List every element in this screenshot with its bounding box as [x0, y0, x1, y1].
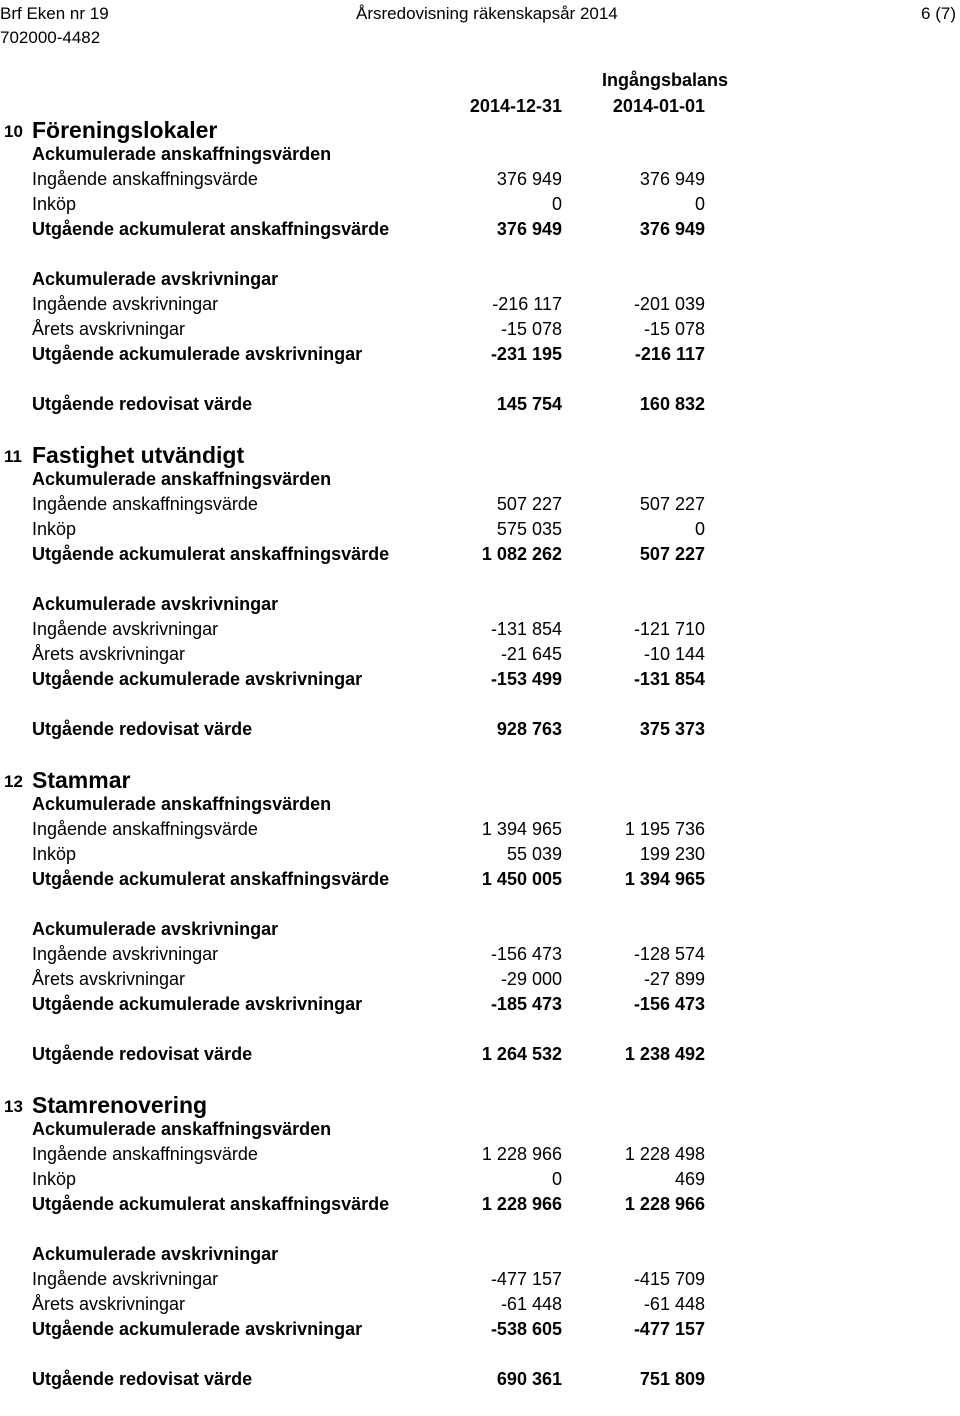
table-row [0, 592, 960, 617]
value-2014-12-31: 1 394 965 [481, 819, 562, 839]
row-label: Ingående avskrivningar [32, 619, 219, 639]
note-section [0, 116, 960, 441]
row-label: Ackumulerade avskrivningar [32, 269, 279, 289]
column-header-ingangsbalans: Ingångsbalans [601, 70, 728, 90]
value-2014-12-31: -156 473 [490, 944, 562, 964]
value-2014-01-01: 1 228 498 [624, 1144, 705, 1164]
value-2014-12-31: 928 763 [496, 719, 562, 739]
value-2014-12-31: 376 949 [496, 219, 562, 239]
value-2014-12-31: -153 499 [490, 669, 562, 689]
table-row [0, 1217, 960, 1242]
note-title: Stammar [32, 767, 131, 793]
row-label: Ingående anskaffningsvärde [32, 1144, 258, 1164]
note-number: 10 [4, 122, 23, 141]
table-row [0, 167, 960, 192]
row-label: Inköp [32, 844, 77, 864]
table-row [0, 1167, 960, 1192]
note-number: 12 [4, 772, 23, 791]
report-title: Årsredovisning räkenskapsår 2014 [356, 4, 618, 23]
note-section [0, 766, 960, 1091]
row-label: Utgående ackumulerade avskrivningar [32, 1319, 363, 1339]
value-2014-12-31: -216 117 [492, 294, 562, 314]
table-row [0, 317, 960, 342]
table-row [0, 192, 960, 217]
value-2014-01-01: 507 227 [639, 544, 705, 564]
row-label: Ingående anskaffningsvärde [32, 169, 258, 189]
value-2014-12-31: 507 227 [496, 494, 562, 514]
note-number: 13 [4, 1097, 23, 1116]
table-row [0, 842, 960, 867]
row-label: Ackumulerade avskrivningar [32, 1244, 279, 1264]
note-section [0, 1091, 960, 1416]
row-label: Utgående redovisat värde [32, 719, 253, 739]
table-row [0, 942, 960, 967]
row-label: Utgående ackumulerat anskaffningsvärde [32, 1194, 390, 1214]
value-2014-12-31: 376 949 [496, 169, 562, 189]
row-label: Årets avskrivningar [32, 1294, 186, 1314]
table-row [0, 1242, 960, 1267]
note-section [0, 441, 960, 766]
value-2014-01-01: -61 448 [643, 1294, 705, 1314]
table-row [0, 1142, 960, 1167]
value-2014-01-01: 1 228 966 [624, 1194, 705, 1214]
row-label: Utgående ackumulerade avskrivningar [32, 994, 363, 1014]
value-2014-01-01: -15 078 [643, 319, 705, 339]
table-row [0, 342, 960, 367]
row-label: Utgående ackumulerade avskrivningar [32, 344, 363, 364]
value-2014-12-31: 145 754 [496, 394, 562, 414]
value-2014-12-31: 690 361 [496, 1369, 562, 1389]
note-number: 11 [4, 447, 22, 466]
table-row [0, 817, 960, 842]
row-label: Ackumulerade avskrivningar [32, 919, 279, 939]
table-row [0, 542, 960, 567]
value-2014-12-31: -29 000 [500, 969, 562, 989]
value-2014-12-31: 1 082 262 [481, 544, 562, 564]
value-2014-01-01: 199 230 [639, 844, 705, 864]
value-2014-01-01: 469 [674, 1169, 705, 1189]
row-label: Ackumulerade anskaffningsvärden [32, 469, 332, 489]
note-title: Föreningslokaler [32, 117, 218, 143]
row-label: Ackumulerade anskaffningsvärden [32, 1119, 332, 1139]
value-2014-12-31: 1 264 532 [481, 1044, 562, 1064]
notes-section [0, 116, 960, 1416]
value-2014-12-31: -538 605 [490, 1319, 562, 1339]
table-row [0, 692, 960, 717]
value-2014-01-01: 751 809 [639, 1369, 705, 1389]
value-2014-01-01: -477 157 [633, 1319, 705, 1339]
row-label: Utgående redovisat värde [32, 1044, 253, 1064]
row-label: Ingående anskaffningsvärde [32, 819, 258, 839]
value-2014-12-31: -185 473 [490, 994, 562, 1014]
column-header-2014-01-01: 2014-01-01 [612, 96, 705, 116]
value-2014-12-31: -477 157 [490, 1269, 562, 1289]
note-title: Stamrenovering [32, 1092, 208, 1118]
table-row [0, 367, 960, 392]
value-2014-01-01: 0 [694, 519, 705, 539]
table-row [0, 1317, 960, 1342]
value-2014-12-31: 55 039 [506, 844, 562, 864]
value-2014-12-31: -21 645 [500, 644, 562, 664]
table-row [0, 217, 960, 242]
table-row [0, 1117, 960, 1142]
value-2014-01-01: -10 144 [643, 644, 705, 664]
value-2014-01-01: -27 899 [643, 969, 705, 989]
row-label: Inköp [32, 1169, 77, 1189]
row-label: Årets avskrivningar [32, 969, 186, 989]
page-header [0, 0, 960, 56]
value-2014-01-01: 1 195 736 [624, 819, 705, 839]
table-row [0, 717, 960, 742]
row-label: Utgående ackumulerat anskaffningsvärde [32, 544, 390, 564]
table-row [0, 617, 960, 642]
row-label: Inköp [32, 519, 77, 539]
value-2014-01-01: -156 473 [633, 994, 705, 1014]
table-row [0, 792, 960, 817]
value-2014-01-01: -216 117 [634, 344, 705, 364]
table-row [0, 1367, 960, 1392]
value-2014-01-01: -201 039 [633, 294, 705, 314]
table-row [0, 467, 960, 492]
organization-name: Brf Eken nr 19 [0, 4, 109, 23]
value-2014-12-31: 0 [551, 194, 562, 214]
value-2014-01-01: -131 854 [633, 669, 705, 689]
row-label: Ackumulerade anskaffningsvärden [32, 144, 332, 164]
value-2014-12-31: -61 448 [500, 1294, 562, 1314]
table-row [0, 1042, 960, 1067]
value-2014-12-31: -15 078 [500, 319, 562, 339]
table-row [0, 967, 960, 992]
table-row [0, 917, 960, 942]
table-row [0, 242, 960, 267]
table-row [0, 992, 960, 1017]
table-row [0, 267, 960, 292]
row-label: Ackumulerade anskaffningsvärden [32, 794, 332, 814]
row-label: Utgående ackumulerat anskaffningsvärde [32, 869, 390, 889]
table-row [0, 567, 960, 592]
row-label: Utgående ackumulerade avskrivningar [32, 669, 363, 689]
value-2014-01-01: -415 709 [633, 1269, 705, 1289]
table-row [0, 517, 960, 542]
table-row [0, 292, 960, 317]
table-row [0, 642, 960, 667]
value-2014-01-01: 0 [694, 194, 705, 214]
table-row [0, 492, 960, 517]
row-label: Ackumulerade avskrivningar [32, 594, 279, 614]
table-row [0, 892, 960, 917]
row-label: Ingående avskrivningar [32, 294, 219, 314]
value-2014-12-31: 575 035 [496, 519, 562, 539]
table-row [0, 1192, 960, 1217]
table-row [0, 142, 960, 167]
note-title: Fastighet utvändigt [32, 442, 245, 468]
row-label: Inköp [32, 194, 77, 214]
table-row [0, 867, 960, 892]
value-2014-01-01: 1 394 965 [624, 869, 705, 889]
row-label: Ingående avskrivningar [32, 944, 219, 964]
row-label: Ingående avskrivningar [32, 1269, 219, 1289]
page-number: 6 (7) [921, 4, 956, 23]
value-2014-12-31: 1 228 966 [481, 1194, 562, 1214]
value-2014-01-01: 507 227 [639, 494, 705, 514]
organization-number: 702000-4482 [0, 28, 101, 47]
row-label: Ingående anskaffningsvärde [32, 494, 258, 514]
table-row [0, 1342, 960, 1367]
row-label: Årets avskrivningar [32, 319, 186, 339]
row-label: Utgående redovisat värde [32, 394, 253, 414]
table-row [0, 1292, 960, 1317]
value-2014-12-31: 0 [551, 1169, 562, 1189]
value-2014-01-01: 1 238 492 [624, 1044, 705, 1064]
row-label: Årets avskrivningar [32, 644, 186, 664]
value-2014-01-01: 375 373 [639, 719, 705, 739]
table-row [0, 1017, 960, 1042]
row-label: Utgående ackumulerat anskaffningsvärde [32, 219, 390, 239]
value-2014-01-01: 376 949 [639, 169, 705, 189]
table-row [0, 1267, 960, 1292]
value-2014-01-01: -128 574 [633, 944, 705, 964]
value-2014-12-31: 1 450 005 [481, 869, 562, 889]
value-2014-12-31: -131 854 [490, 619, 562, 639]
value-2014-01-01: 160 832 [639, 394, 705, 414]
value-2014-12-31: 1 228 966 [481, 1144, 562, 1164]
column-header-2014-12-31: 2014-12-31 [469, 96, 562, 116]
row-label: Utgående redovisat värde [32, 1369, 253, 1389]
value-2014-01-01: 376 949 [639, 219, 705, 239]
value-2014-01-01: -121 710 [633, 619, 705, 639]
table-row [0, 392, 960, 417]
table-row [0, 667, 960, 692]
value-2014-12-31: -231 195 [490, 344, 562, 364]
